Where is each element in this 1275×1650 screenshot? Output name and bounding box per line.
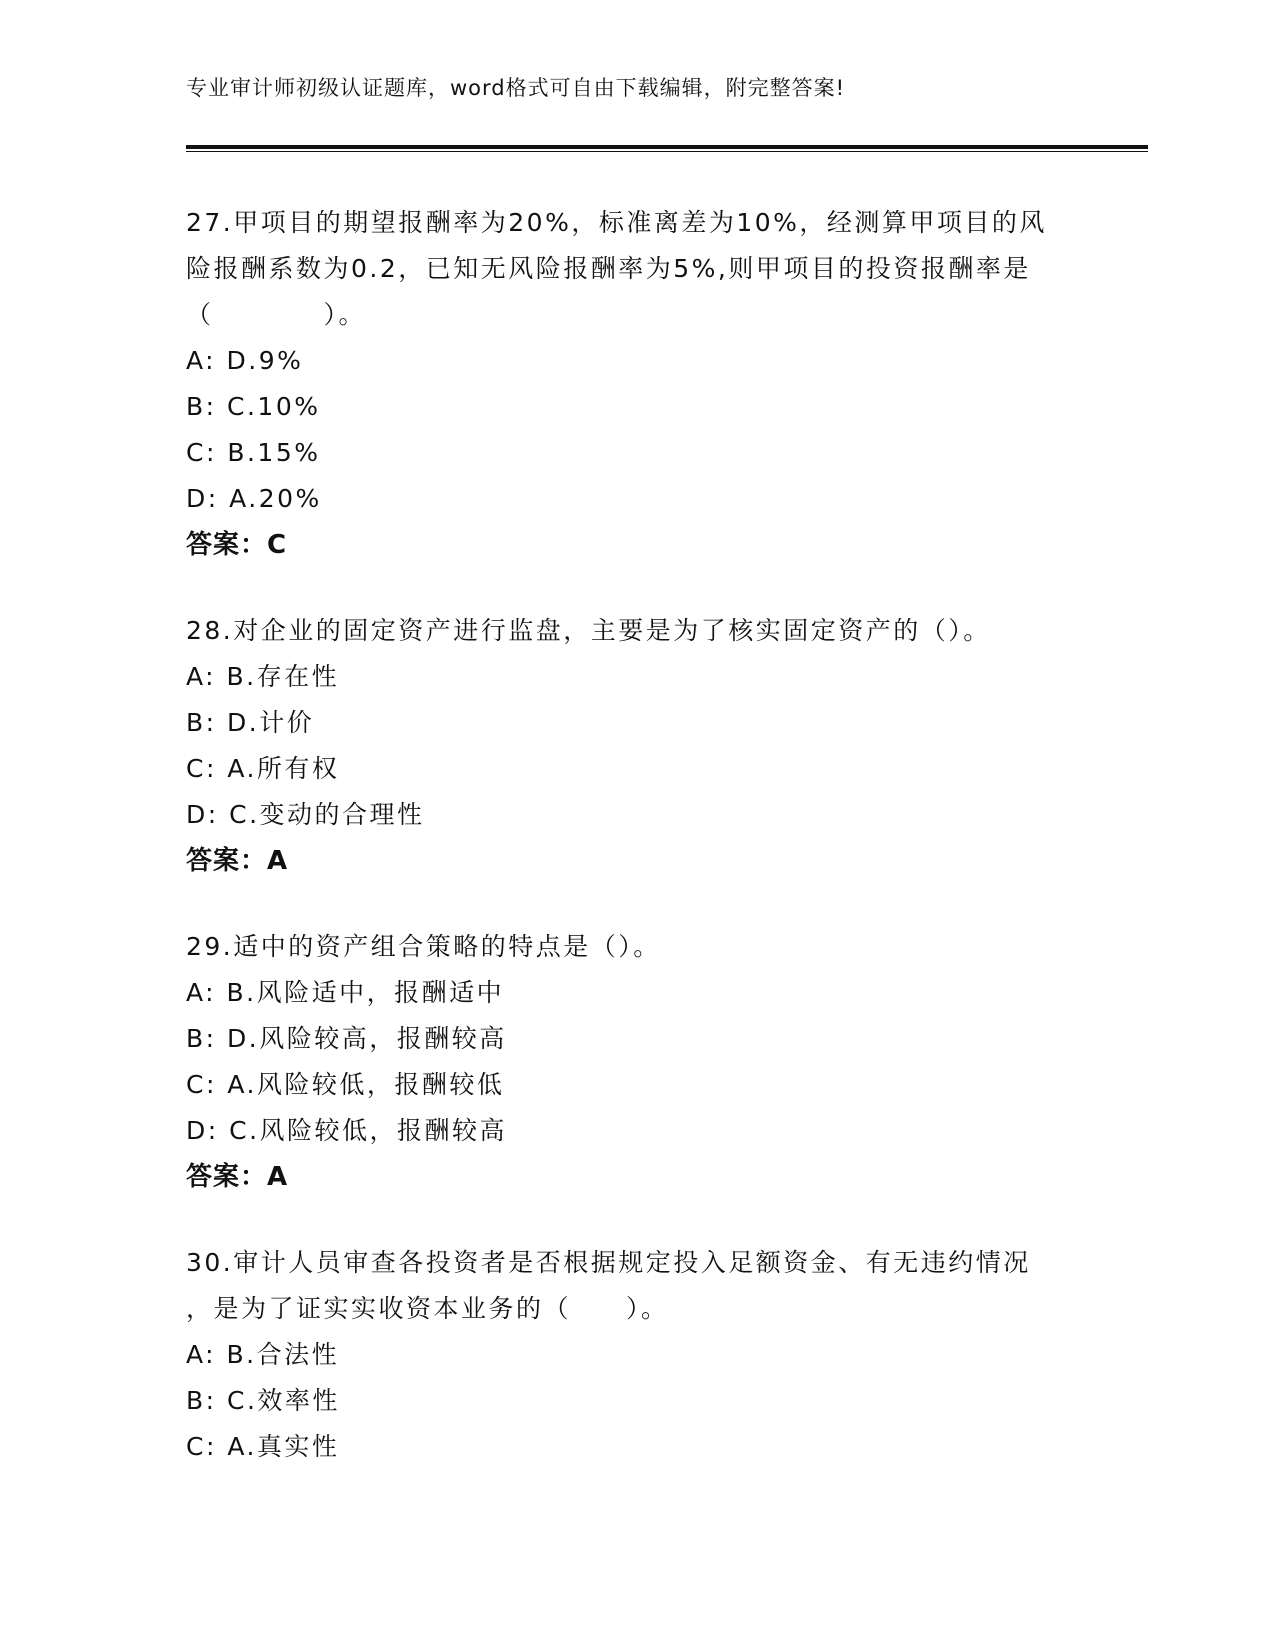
- option-a: A: B.合法性: [186, 1340, 340, 1369]
- option-c: C: A.真实性: [186, 1432, 340, 1461]
- question-30: [186, 1240, 1086, 1470]
- question-stem-line: 27.甲项目的期望报酬率为20%，标准离差为10%，经测算甲项目的风: [186, 208, 1047, 237]
- option-a: A: B.风险适中，报酬适中: [186, 978, 505, 1007]
- answer-label: 答案：A: [186, 846, 289, 876]
- question-list: [186, 200, 1086, 1510]
- question-29: [186, 924, 1086, 1200]
- question-stem-line: 30.审计人员审查各投资者是否根据规定投入足额资金、有无违约情况: [186, 1248, 1031, 1277]
- option-c: C: A.风险较低，报酬较低: [186, 1070, 505, 1099]
- answer-label: 答案：A: [186, 1162, 289, 1192]
- option-d: D: C.变动的合理性: [186, 800, 425, 829]
- option-a: A: B.存在性: [186, 662, 340, 691]
- answer-label: 答案：C: [186, 530, 288, 560]
- option-b: B: C.10%: [186, 392, 321, 421]
- question-stem-line: ，是为了证实实收资本业务的（ ）。: [186, 1294, 669, 1323]
- option-b: B: C.效率性: [186, 1386, 340, 1415]
- option-c: C: B.15%: [186, 438, 321, 467]
- question-stem-line: 险报酬系数为0.2，已知无风险报酬率为5%,则甲项目的投资报酬率是: [186, 254, 1031, 283]
- page-header: 专业审计师初级认证题库，word格式可自由下载编辑，附完整答案!: [186, 76, 846, 100]
- option-b: B: D.风险较高，报酬较高: [186, 1024, 507, 1053]
- question-27: [186, 200, 1086, 568]
- question-28: [186, 608, 1086, 884]
- option-b: B: D.计价: [186, 708, 315, 737]
- option-d: D: C.风险较低，报酬较高: [186, 1116, 508, 1145]
- option-a: A: D.9%: [186, 346, 304, 375]
- question-stem-line: 29.适中的资产组合策略的特点是（）。: [186, 932, 661, 961]
- header-rule-thick: [186, 145, 1148, 149]
- question-stem-line: 28.对企业的固定资产进行监盘，主要是为了核实固定资产的（）。: [186, 616, 991, 645]
- question-stem-line: （ ）。: [186, 300, 367, 329]
- option-c: C: A.所有权: [186, 754, 340, 783]
- header-rule-thin: [186, 151, 1148, 152]
- option-d: D: A.20%: [186, 484, 322, 513]
